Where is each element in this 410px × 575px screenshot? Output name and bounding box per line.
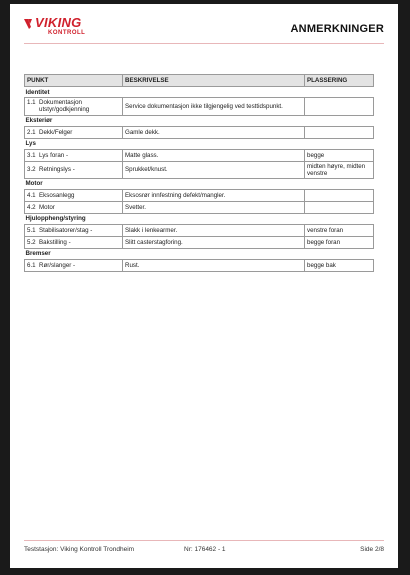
cell-punkt [25,190,123,202]
table-row [25,161,374,178]
section-row [25,179,374,190]
table-row [25,237,374,249]
item-number: 3.2 [27,166,36,174]
section-title: Hjuloppheng/styring [25,215,86,223]
header-divider [24,43,384,44]
footer-report-number: Nr: 176462 - 1 [184,546,226,553]
cell-beskrivelse: Eksosrør innfestning defekt/mangler. [123,190,305,202]
item-number: 4.1 [27,191,36,199]
cell-punkt [25,98,123,115]
item-number: 5.2 [27,238,36,246]
item-number: 6.1 [27,261,36,269]
item-label: Lys foran - [39,151,69,159]
item-number: 3.1 [27,151,36,159]
item-label: Retningslys - [39,166,75,174]
table-row [25,202,374,214]
column-header-plassering: PLASSERING [305,75,374,87]
table-header-row [25,75,374,87]
item-label: Bakstilling - [39,238,71,246]
section-title: Bremser [25,250,51,258]
item-number: 4.2 [27,203,36,211]
cell-plassering [305,190,374,202]
remarks-table-container [24,74,373,272]
table-row [25,126,374,138]
cell-punkt [25,202,123,214]
cell-beskrivelse: Svetter. [123,202,305,214]
cell-punkt [25,260,123,272]
item-label: Eksosanlegg [39,191,75,199]
cell-beskrivelse: Matte glass. [123,149,305,161]
cell-plassering [305,98,374,115]
cell-beskrivelse: Slitt casterstagforing. [123,237,305,249]
table-row [25,260,374,272]
item-label: Dekk/Felger [39,128,73,136]
item-number: 2.1 [27,128,36,136]
cell-beskrivelse: Slakk i lenkearmer. [123,225,305,237]
item-number: 5.1 [27,226,36,234]
page-title: ANMERKNINGER [290,23,384,35]
cell-punkt [25,149,123,161]
section-row [25,214,374,225]
section-row [25,87,374,98]
item-number: 1.1 [27,99,36,107]
logo-brand-text: VIKING [35,15,82,30]
remarks-table [24,74,374,272]
cell-beskrivelse: Sprukket/knust. [123,161,305,178]
footer-page-number: Side 2/8 [360,546,384,553]
cell-plassering: begge [305,149,374,161]
table-row [25,225,374,237]
cell-beskrivelse: Rust. [123,260,305,272]
section-title: Eksteriør [25,117,53,124]
table-row [25,190,374,202]
table-row [25,149,374,161]
cell-plassering [305,202,374,214]
section-row [25,249,374,260]
section-row [25,138,374,149]
section-title: Identitet [25,88,50,96]
section-row [25,115,374,126]
cell-beskrivelse: Gamle dekk. [123,126,305,138]
column-header-beskrivelse: BESKRIVELSE [123,75,305,87]
footer-station: Teststasjon: Viking Kontroll Trondheim [24,546,135,553]
table-row [25,98,374,115]
report-page [10,4,398,568]
cell-plassering: begge foran [305,237,374,249]
cell-beskrivelse: Service dokumentasjon ikke tilgjengelig ved testtidspunkt. [123,98,305,115]
item-label: Motor [39,203,55,211]
item-label: Stabilisatorer/stag - [39,226,93,234]
cell-punkt [25,161,123,178]
item-label: Rør/slanger - [39,261,76,269]
cell-plassering: begge bak [305,260,374,272]
cell-plassering: venstre foran [305,225,374,237]
section-title: Motor [25,180,43,188]
cell-plassering: midten høyre, midten venstre [305,161,374,178]
column-header-punkt: PUNKT [25,75,123,87]
cell-punkt [25,237,123,249]
cell-punkt [25,225,123,237]
cell-plassering [305,126,374,138]
item-label: Dokumentasjon utstyr/godkjenning [39,99,90,114]
cell-punkt [25,126,123,138]
logo-brand-subtext: KONTROLL [48,30,86,36]
viking-kontroll-logo [24,16,94,42]
footer-divider [24,540,384,541]
table-body [25,87,374,272]
section-title: Lys [25,140,36,147]
